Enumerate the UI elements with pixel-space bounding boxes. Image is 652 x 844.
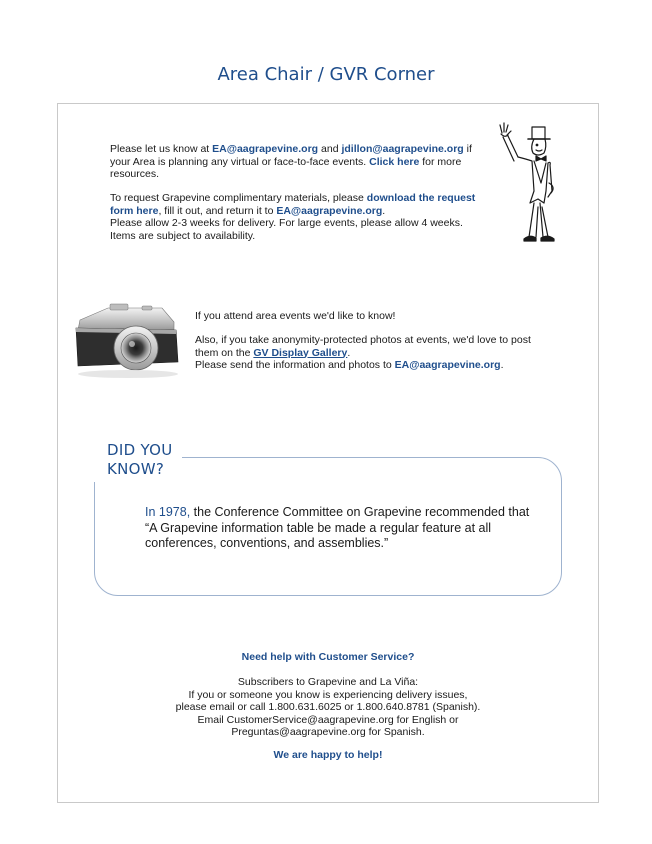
- intro-text-2: and: [318, 143, 342, 155]
- photos-text-2: .: [347, 346, 351, 359]
- customer-service-footer: We are happy to help!: [273, 749, 383, 761]
- photos-text-4: .: [500, 359, 504, 371]
- ea-email-link[interactable]: EA@aagrapevine.org: [212, 143, 319, 155]
- intro-text-4: for more resources.: [110, 155, 462, 180]
- click-here-link[interactable]: Click here: [369, 155, 420, 168]
- camera-icon: [70, 300, 182, 380]
- gv-display-gallery-link[interactable]: GV Display Gallery: [253, 346, 348, 359]
- customer-service-line: Preguntas@aagrapevine.org for Spanish.: [231, 726, 425, 738]
- waving-man-icon: [496, 121, 558, 247]
- delivery-note: Please allow 2-3 weeks for delivery. For large events, please allow 4 weeks.: [110, 217, 463, 229]
- did-you-know-year: In 1978,: [145, 505, 191, 519]
- request-text-1: To request Grapevine complimentary materials, please: [110, 192, 367, 204]
- photos-text-3: Please send the information and photos to: [195, 359, 395, 371]
- intro-paragraph: [110, 143, 480, 181]
- customer-service-line: If you or someone you know is experiencing delivery issues,: [188, 688, 468, 701]
- customer-service-heading: Need help with Customer Service?: [241, 651, 415, 663]
- intro-text-1: Please let us know at: [110, 143, 213, 155]
- did-you-know-line-1: DID YOU: [107, 441, 173, 459]
- customer-service-line: please email or call 1.800.631.6025 or 1.800.640.8781 (Spanish).: [175, 701, 481, 713]
- customer-service-line: Email CustomerService@aagrapevine.org for English or: [197, 713, 459, 726]
- did-you-know-title: [107, 441, 187, 479]
- availability-note: Items are subject to availability.: [110, 229, 256, 242]
- request-text-2: , fill it out, and return it to: [158, 204, 277, 217]
- request-paragraph: [110, 192, 490, 242]
- customer-service-line: Subscribers to Grapevine and La Viña:: [237, 676, 419, 688]
- customer-service-body: [150, 676, 506, 739]
- intro-text-3: if your Area is planning any virtual or face-to-face events.: [110, 143, 472, 168]
- did-you-know-fact: the Conference Committee on Grapevine recommended that “A Grapevine information table be made a regular feature at all conferences, conventions, and assemblies.”: [145, 505, 530, 550]
- request-text-3: .: [382, 204, 386, 217]
- photos-email-link[interactable]: EA@aagrapevine.org: [394, 359, 501, 371]
- jdillon-email-link[interactable]: jdillon@aagrapevine.org: [341, 143, 464, 155]
- request-email-link[interactable]: EA@aagrapevine.org: [276, 204, 383, 217]
- download-form-link[interactable]: download the request form here: [110, 192, 476, 217]
- did-you-know-line-2: KNOW?: [107, 460, 165, 478]
- page-title: Area Chair / GVR Corner: [217, 64, 435, 85]
- photos-paragraph: [195, 334, 555, 372]
- photos-text-1: Also, if you take anonymity-protected photos at events, we'd love to post them on the: [195, 334, 531, 359]
- did-you-know-text: [145, 505, 540, 552]
- attend-events-text: If you attend area events we'd like to know!: [195, 310, 396, 322]
